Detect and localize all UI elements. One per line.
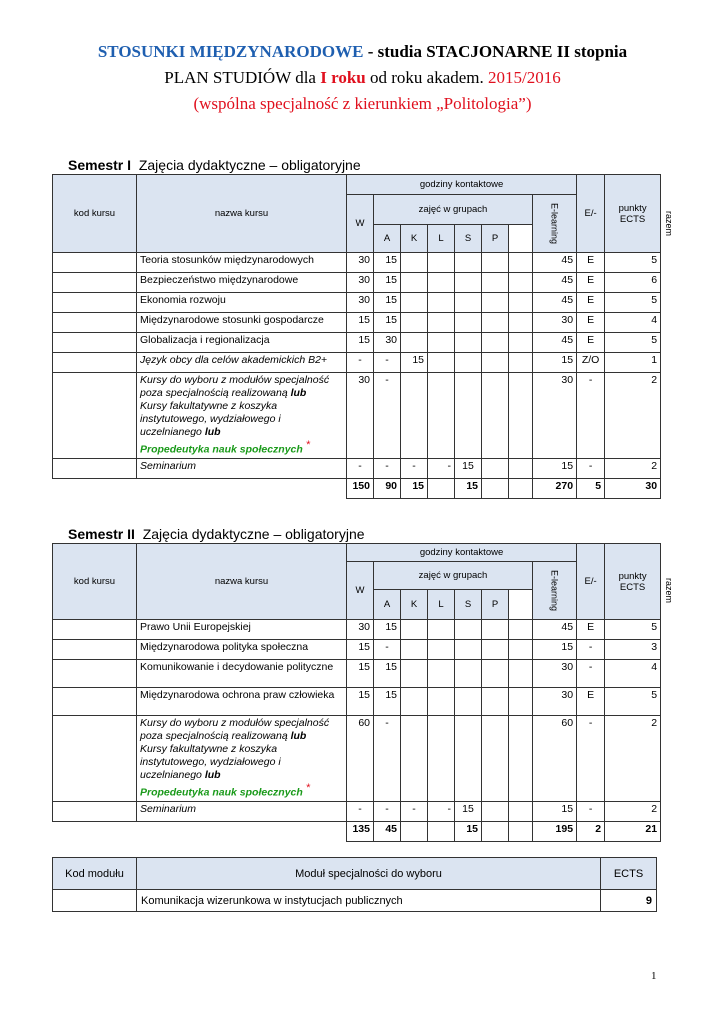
col-e: E/- — [577, 175, 605, 253]
col-elearning — [533, 195, 577, 253]
course-e: E — [577, 333, 605, 353]
seminar-razem: 15 — [533, 458, 577, 478]
course-ects: 5 — [605, 688, 661, 716]
modules-col-ects: ECTS — [601, 858, 657, 890]
course-razem: 45 — [533, 273, 577, 293]
elective-green: Propedeutyka nauk społecznych — [140, 786, 303, 799]
col-p: P — [482, 590, 509, 620]
course-name: Globalizacja i regionalizacja — [137, 333, 347, 353]
table-row — [53, 688, 661, 716]
course-s — [455, 688, 482, 716]
modules-col-modul: Moduł specjalności do wyboru — [137, 858, 601, 890]
course-k — [401, 273, 428, 293]
course-razem: 30 — [533, 688, 577, 716]
sum-s: 15 — [455, 821, 482, 841]
elective-e: - — [577, 716, 605, 802]
course-e: E — [577, 688, 605, 716]
elective-ects: 2 — [605, 373, 661, 459]
sum-a: 90 — [374, 478, 401, 498]
col-razem-label: razem — [664, 210, 675, 236]
page-number: 1 — [651, 970, 657, 982]
title-academic-year: 2015/2016 — [488, 68, 561, 87]
course-p — [482, 688, 509, 716]
course-l — [428, 640, 455, 660]
course-w: 15 — [347, 333, 374, 353]
course-e: E — [577, 313, 605, 333]
course-ects: 5 — [605, 293, 661, 313]
table-row — [53, 801, 661, 821]
col-s: S — [455, 590, 482, 620]
course-el — [509, 293, 533, 313]
elective-cell — [137, 373, 347, 459]
course-razem: 15 — [533, 353, 577, 373]
col-w: W — [347, 562, 374, 620]
course-l — [428, 333, 455, 353]
course-a: 15 — [374, 620, 401, 640]
course-s — [455, 353, 482, 373]
course-w: 30 — [347, 293, 374, 313]
course-name: Komunikowanie i decydowanie polityczne — [137, 660, 347, 688]
title-plan: PLAN STUDIÓW dla — [164, 68, 321, 87]
course-l — [428, 688, 455, 716]
seminar-s: 15 — [455, 801, 482, 821]
sum-s: 15 — [455, 478, 482, 498]
sum-e: 2 — [577, 821, 605, 841]
course-k — [401, 253, 428, 273]
course-razem: 45 — [533, 293, 577, 313]
course-p — [482, 273, 509, 293]
table-row — [53, 620, 661, 640]
title-year: I roku — [320, 68, 366, 87]
modules-table — [52, 857, 657, 912]
course-a: 15 — [374, 253, 401, 273]
semester-1-subtitle: Zajęcia dydaktyczne – obligatoryjne — [138, 157, 361, 173]
course-a: - — [374, 640, 401, 660]
seminar-l: - — [428, 801, 455, 821]
elective-text-2: Kursy fakultatywne z koszyka instytutowego, wydziałowego i uczelnianego — [140, 400, 281, 438]
course-ects: 6 — [605, 273, 661, 293]
seminar-w: - — [347, 801, 374, 821]
course-name: Bezpieczeństwo międzynarodowe — [137, 273, 347, 293]
course-el — [509, 660, 533, 688]
course-l — [428, 313, 455, 333]
col-elearning — [533, 562, 577, 620]
table-row — [53, 333, 661, 353]
course-e: - — [577, 640, 605, 660]
col-a: A — [374, 225, 401, 253]
col-ects: punkty ECTS — [605, 544, 661, 620]
course-k — [401, 313, 428, 333]
elective-razem: 30 — [533, 373, 577, 459]
col-elearning-label: E-learning — [549, 202, 560, 245]
seminar-k: - — [401, 801, 428, 821]
course-ects: 5 — [605, 333, 661, 353]
course-el — [509, 273, 533, 293]
col-grupy: zajęć w grupach — [374, 562, 533, 590]
course-name: Język obcy dla celów akademickich B2+ — [137, 353, 347, 373]
col-elearning-label: E-learning — [549, 569, 560, 612]
course-p — [482, 333, 509, 353]
course-a: - — [374, 353, 401, 373]
seminar-e: - — [577, 801, 605, 821]
table-row — [53, 640, 661, 660]
semester-1-table — [52, 174, 675, 499]
elective-text-1: Kursy do wyboru z modułów specjalność poza specjalnością realizowaną — [140, 717, 330, 742]
elective-a: - — [374, 716, 401, 802]
title-mode: - studia STACJONARNE II stopnia — [363, 42, 628, 61]
course-k — [401, 333, 428, 353]
course-s — [455, 313, 482, 333]
course-el — [509, 620, 533, 640]
elective-cell — [137, 716, 347, 802]
course-s — [455, 660, 482, 688]
course-s — [455, 253, 482, 273]
course-ects: 4 — [605, 313, 661, 333]
course-razem: 30 — [533, 313, 577, 333]
course-k — [401, 660, 428, 688]
course-ects: 4 — [605, 660, 661, 688]
course-razem: 15 — [533, 640, 577, 660]
course-l — [428, 353, 455, 373]
module-name: Komunikacja wizerunkowa w instytucjach publicznych — [137, 890, 601, 912]
title-from: od roku akadem. — [365, 68, 489, 87]
course-e: - — [577, 660, 605, 688]
course-e: E — [577, 620, 605, 640]
col-grupy: zajęć w grupach — [374, 195, 533, 225]
course-l — [428, 253, 455, 273]
col-k: K — [401, 225, 428, 253]
col-k: K — [401, 590, 428, 620]
sum-w: 150 — [347, 478, 374, 498]
sum-w: 135 — [347, 821, 374, 841]
col-s: S — [455, 225, 482, 253]
course-k — [401, 620, 428, 640]
col-godziny: godziny kontaktowe — [347, 175, 577, 195]
course-a: 15 — [374, 293, 401, 313]
course-s — [455, 293, 482, 313]
table-row — [53, 253, 661, 273]
seminar-razem: 15 — [533, 801, 577, 821]
elective-or-1: lub — [290, 387, 307, 399]
col-nazwa: nazwa kursu — [137, 175, 347, 253]
semester-1-label: Semestr I — [68, 157, 132, 173]
course-razem: 45 — [533, 333, 577, 353]
table-row — [53, 716, 661, 802]
course-e: Z/O — [577, 353, 605, 373]
course-a: 15 — [374, 660, 401, 688]
course-a: 15 — [374, 273, 401, 293]
col-godziny: godziny kontaktowe — [347, 544, 577, 562]
sum-ects: 30 — [605, 478, 661, 498]
course-name: Międzynarodowe stosunki gospodarcze — [137, 313, 347, 333]
course-p — [482, 313, 509, 333]
course-l — [428, 620, 455, 640]
course-e: E — [577, 253, 605, 273]
course-razem: 30 — [533, 660, 577, 688]
elective-razem: 60 — [533, 716, 577, 802]
seminar-ects: 2 — [605, 801, 661, 821]
elective-star: * — [305, 439, 311, 451]
elective-w: 30 — [347, 373, 374, 459]
module-ects: 9 — [601, 890, 657, 912]
elective-a: - — [374, 373, 401, 459]
course-s — [455, 620, 482, 640]
semester-2-heading — [68, 526, 365, 542]
col-kod: kod kursu — [53, 175, 137, 253]
title-line-3: (wspólna specjalność z kierunkiem „Politologia”) — [193, 94, 532, 113]
course-w: - — [347, 353, 374, 373]
elective-or-2: lub — [204, 426, 221, 438]
course-k — [401, 688, 428, 716]
table-row — [53, 890, 657, 912]
sum-razem: 270 — [533, 478, 577, 498]
course-e: E — [577, 293, 605, 313]
course-p — [482, 660, 509, 688]
elective-or-1: lub — [290, 730, 307, 742]
course-a: 30 — [374, 333, 401, 353]
col-l: L — [428, 225, 455, 253]
title-field: STOSUNKI MIĘDZYNARODOWE — [97, 42, 364, 61]
course-s — [455, 273, 482, 293]
seminar-k: - — [401, 458, 428, 478]
course-el — [509, 688, 533, 716]
course-w: 15 — [347, 688, 374, 716]
title-line-2 — [0, 68, 725, 88]
course-name: Międzynarodowa ochrona praw człowieka — [137, 688, 347, 716]
course-w: 15 — [347, 660, 374, 688]
semester-2-table — [52, 543, 675, 842]
course-el — [509, 353, 533, 373]
elective-e: - — [577, 373, 605, 459]
col-p: P — [482, 225, 509, 253]
table-row — [53, 353, 661, 373]
sum-row — [53, 478, 661, 498]
course-razem: 45 — [533, 620, 577, 640]
col-razem-label: razem — [664, 577, 675, 603]
semester-2-label: Semestr II — [68, 526, 135, 542]
seminar-name: Seminarium — [137, 458, 347, 478]
col-e: E/- — [577, 544, 605, 620]
course-s — [455, 333, 482, 353]
course-name: Międzynarodowa polityka społeczna — [137, 640, 347, 660]
seminar-w: - — [347, 458, 374, 478]
course-p — [482, 640, 509, 660]
sum-razem: 195 — [533, 821, 577, 841]
col-w: W — [347, 195, 374, 253]
course-ects: 1 — [605, 353, 661, 373]
course-name: Teoria stosunków międzynarodowych — [137, 253, 347, 273]
elective-star: * — [305, 782, 311, 794]
course-k: 15 — [401, 353, 428, 373]
title-line-1 — [0, 42, 725, 62]
table-row — [53, 373, 661, 459]
course-l — [428, 293, 455, 313]
seminar-a: - — [374, 801, 401, 821]
table-row — [53, 458, 661, 478]
sum-row — [53, 821, 661, 841]
col-l: L — [428, 590, 455, 620]
seminar-s: 15 — [455, 458, 482, 478]
seminar-a: - — [374, 458, 401, 478]
course-el — [509, 253, 533, 273]
semester-1-heading — [68, 157, 361, 173]
elective-text-1: Kursy do wyboru z modułów specjalność poza specjalnością realizowaną — [140, 374, 330, 399]
elective-w: 60 — [347, 716, 374, 802]
seminar-e: - — [577, 458, 605, 478]
course-p — [482, 253, 509, 273]
course-name: Prawo Unii Europejskiej — [137, 620, 347, 640]
course-w: 15 — [347, 313, 374, 333]
course-name: Ekonomia rozwoju — [137, 293, 347, 313]
modules-col-kod: Kod modułu — [53, 858, 137, 890]
course-p — [482, 353, 509, 373]
course-e: E — [577, 273, 605, 293]
seminar-ects: 2 — [605, 458, 661, 478]
course-a: 15 — [374, 688, 401, 716]
elective-ects: 2 — [605, 716, 661, 802]
sum-ects: 21 — [605, 821, 661, 841]
seminar-l: - — [428, 458, 455, 478]
course-w: 30 — [347, 273, 374, 293]
col-a: A — [374, 590, 401, 620]
semester-2-subtitle: Zajęcia dydaktyczne – obligatoryjne — [142, 526, 365, 542]
course-el — [509, 640, 533, 660]
course-p — [482, 293, 509, 313]
col-ects: punkty ECTS — [605, 175, 661, 253]
course-w: 30 — [347, 620, 374, 640]
sum-k: 15 — [401, 478, 428, 498]
course-razem: 45 — [533, 253, 577, 273]
course-w: 15 — [347, 640, 374, 660]
table-row — [53, 313, 661, 333]
col-nazwa: nazwa kursu — [137, 544, 347, 620]
course-ects: 3 — [605, 640, 661, 660]
elective-text-2: Kursy fakultatywne z koszyka instytutowego, wydziałowego i uczelnianego — [140, 743, 281, 781]
table-row — [53, 660, 661, 688]
col-kod: kod kursu — [53, 544, 137, 620]
elective-green: Propedeutyka nauk społecznych — [140, 443, 303, 456]
course-k — [401, 640, 428, 660]
course-l — [428, 273, 455, 293]
table-row — [53, 273, 661, 293]
course-p — [482, 620, 509, 640]
course-k — [401, 293, 428, 313]
sum-a: 45 — [374, 821, 401, 841]
course-el — [509, 333, 533, 353]
course-ects: 5 — [605, 253, 661, 273]
seminar-name: Seminarium — [137, 801, 347, 821]
sum-e: 5 — [577, 478, 605, 498]
table-row — [53, 293, 661, 313]
elective-or-2: lub — [204, 769, 221, 781]
course-ects: 5 — [605, 620, 661, 640]
course-el — [509, 313, 533, 333]
course-w: 30 — [347, 253, 374, 273]
course-a: 15 — [374, 313, 401, 333]
course-l — [428, 660, 455, 688]
course-s — [455, 640, 482, 660]
